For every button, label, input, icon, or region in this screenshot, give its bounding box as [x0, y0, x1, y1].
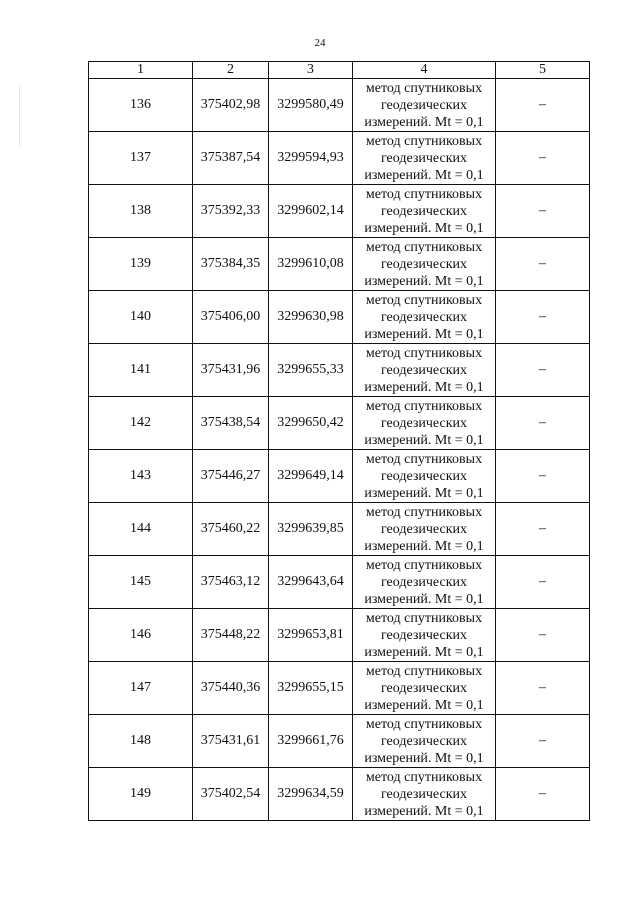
table-row [89, 662, 590, 715]
table-row [89, 556, 590, 609]
method-text: метод спутниковых геодезических измерений. Mt = 0,1 [364, 716, 484, 766]
note-cell: – [496, 344, 590, 397]
x-coordinate-cell: 375431,61 [193, 715, 269, 768]
x-coordinate-cell: 375431,96 [193, 344, 269, 397]
point-number-cell: 148 [89, 715, 193, 768]
method-text: метод спутниковых геодезических измерений. Mt = 0,1 [364, 610, 484, 660]
coordinates-table [88, 61, 590, 821]
x-coordinate-cell: 375384,35 [193, 238, 269, 291]
point-number-cell: 146 [89, 609, 193, 662]
method-cell [353, 662, 496, 715]
y-coordinate-cell: 3299653,81 [269, 609, 353, 662]
note-cell: – [496, 397, 590, 450]
y-coordinate-cell: 3299610,08 [269, 238, 353, 291]
method-text: метод спутниковых геодезических измерений. Mt = 0,1 [364, 769, 484, 819]
table-row [89, 397, 590, 450]
table-header-row [89, 62, 590, 79]
method-cell [353, 238, 496, 291]
note-cell: – [496, 715, 590, 768]
point-number-cell: 149 [89, 768, 193, 821]
point-number-cell: 142 [89, 397, 193, 450]
method-text: метод спутниковых геодезических измерений. Mt = 0,1 [364, 292, 484, 342]
method-text: метод спутниковых геодезических измерений. Mt = 0,1 [364, 557, 484, 607]
point-number-cell: 143 [89, 450, 193, 503]
column-header-1: 1 [89, 62, 193, 79]
method-cell [353, 609, 496, 662]
method-cell [353, 344, 496, 397]
x-coordinate-cell: 375402,98 [193, 79, 269, 132]
method-text: метод спутниковых геодезических измерений. Mt = 0,1 [364, 80, 484, 130]
table-row [89, 344, 590, 397]
method-text: метод спутниковых геодезических измерений. Mt = 0,1 [364, 398, 484, 448]
y-coordinate-cell: 3299661,76 [269, 715, 353, 768]
column-header-4: 4 [353, 62, 496, 79]
table-row [89, 132, 590, 185]
method-text: метод спутниковых геодезических измерений. Mt = 0,1 [364, 504, 484, 554]
note-cell: – [496, 556, 590, 609]
y-coordinate-cell: 3299630,98 [269, 291, 353, 344]
y-coordinate-cell: 3299594,93 [269, 132, 353, 185]
y-coordinate-cell: 3299649,14 [269, 450, 353, 503]
y-coordinate-cell: 3299655,15 [269, 662, 353, 715]
point-number-cell: 139 [89, 238, 193, 291]
scan-margin-mark [19, 86, 20, 146]
method-cell [353, 79, 496, 132]
point-number-cell: 140 [89, 291, 193, 344]
note-cell: – [496, 662, 590, 715]
point-number-cell: 138 [89, 185, 193, 238]
x-coordinate-cell: 375440,36 [193, 662, 269, 715]
note-cell: – [496, 291, 590, 344]
note-cell: – [496, 768, 590, 821]
point-number-cell: 147 [89, 662, 193, 715]
note-cell: – [496, 79, 590, 132]
y-coordinate-cell: 3299602,14 [269, 185, 353, 238]
table-row [89, 503, 590, 556]
note-cell: – [496, 503, 590, 556]
point-number-cell: 145 [89, 556, 193, 609]
x-coordinate-cell: 375446,27 [193, 450, 269, 503]
x-coordinate-cell: 375387,54 [193, 132, 269, 185]
method-cell [353, 503, 496, 556]
x-coordinate-cell: 375463,12 [193, 556, 269, 609]
x-coordinate-cell: 375460,22 [193, 503, 269, 556]
note-cell: – [496, 450, 590, 503]
note-cell: – [496, 238, 590, 291]
table-row [89, 79, 590, 132]
note-cell: – [496, 609, 590, 662]
method-text: метод спутниковых геодезических измерений. Mt = 0,1 [364, 186, 484, 236]
table-row [89, 238, 590, 291]
method-cell [353, 556, 496, 609]
table-row [89, 185, 590, 238]
table-row [89, 715, 590, 768]
method-cell [353, 132, 496, 185]
table-row [89, 291, 590, 344]
method-cell [353, 768, 496, 821]
method-text: метод спутниковых геодезических измерений. Mt = 0,1 [364, 663, 484, 713]
point-number-cell: 144 [89, 503, 193, 556]
column-header-5: 5 [496, 62, 590, 79]
point-number-cell: 136 [89, 79, 193, 132]
method-cell [353, 185, 496, 238]
table-row [89, 609, 590, 662]
table-row [89, 768, 590, 821]
x-coordinate-cell: 375402,54 [193, 768, 269, 821]
table-row [89, 450, 590, 503]
method-text: метод спутниковых геодезических измерений. Mt = 0,1 [364, 133, 484, 183]
table-body [89, 79, 590, 821]
x-coordinate-cell: 375448,22 [193, 609, 269, 662]
y-coordinate-cell: 3299650,42 [269, 397, 353, 450]
method-text: метод спутниковых геодезических измерений. Mt = 0,1 [364, 239, 484, 289]
method-cell [353, 715, 496, 768]
y-coordinate-cell: 3299643,64 [269, 556, 353, 609]
x-coordinate-cell: 375438,54 [193, 397, 269, 450]
x-coordinate-cell: 375406,00 [193, 291, 269, 344]
point-number-cell: 141 [89, 344, 193, 397]
method-cell [353, 450, 496, 503]
y-coordinate-cell: 3299580,49 [269, 79, 353, 132]
y-coordinate-cell: 3299639,85 [269, 503, 353, 556]
method-text: метод спутниковых геодезических измерений. Mt = 0,1 [364, 451, 484, 501]
point-number-cell: 137 [89, 132, 193, 185]
x-coordinate-cell: 375392,33 [193, 185, 269, 238]
y-coordinate-cell: 3299634,59 [269, 768, 353, 821]
method-text: метод спутниковых геодезических измерений. Mt = 0,1 [364, 345, 484, 395]
page-number: 24 [314, 37, 326, 49]
note-cell: – [496, 132, 590, 185]
y-coordinate-cell: 3299655,33 [269, 344, 353, 397]
method-cell [353, 291, 496, 344]
method-cell [353, 397, 496, 450]
note-cell: – [496, 185, 590, 238]
column-header-3: 3 [269, 62, 353, 79]
column-header-2: 2 [193, 62, 269, 79]
